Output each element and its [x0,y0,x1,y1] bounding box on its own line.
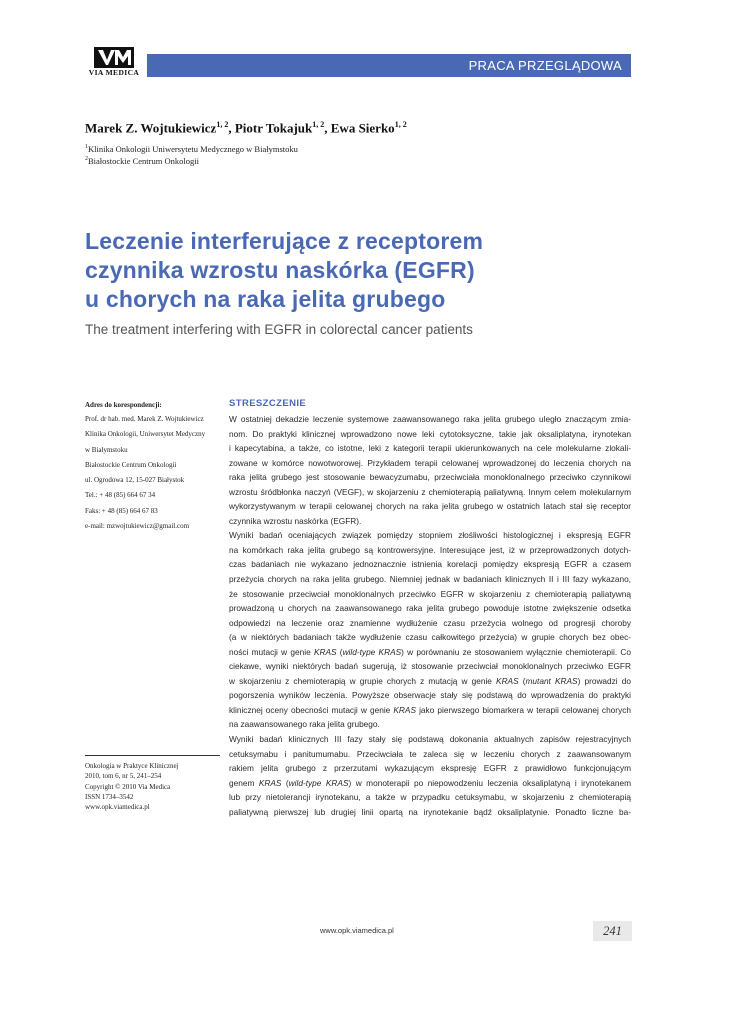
abstract-text: w skojarzeniu z chemioterapią w grupie chorych z mutacją w genie [229,675,497,686]
page-number: 241 [593,921,632,941]
article-title [85,227,645,314]
abstract-text: i kapecytabina, a także, co istotne, leki z kategorii terapii ukierunkowanych na cele molekularne zlokali- [229,443,631,454]
author-name: Ewa Sierko [330,120,395,136]
abstract-line [229,528,631,543]
abstract-text: paliatywną pierwszej lub drugiej linii opartą na irynotekanie bądź oksaliplatynie. Ponadto liczne ba- [229,806,631,817]
abstract-text: ( [518,675,526,686]
abstract-line [229,659,631,674]
journal-info-line: Onkologia w Praktyce Klinicznej [85,762,179,770]
abstract-line [229,485,631,500]
abstract-text: cetuksymabu i panitumumabu. Przeciwciała te zaleca się w leczeniu chorych z zaawansowanym [229,748,631,759]
abstract-text: przeżycia chorych na raka jelita grubego. Niemniej jednak w badaniach klinicznych II i III fazy wykazano, [229,574,631,585]
abstract-text: Wyniki badań klinicznych III fazy stały się podstawą dokonania aktualnych zapisów rejestracyjnych [229,734,631,745]
abstract-line [229,805,631,820]
abstract-body [229,412,631,819]
abstract-text: wykorzystywanym w terapii celowanej chorych na raka jelita grubego w ostatnich latach stał się receptor [229,501,631,512]
section-label: PRACA PRZEGLĄDOWA [468,58,622,73]
publisher-logo [84,47,144,77]
abstract-line [229,674,631,689]
affiliation-text: Białostockie Centrum Onkologii [88,156,199,167]
abstract-text: czas badaniach nie wykazano jednoznacznie istnienia korelacji pomiędzy ekspresją EGFR a czasem [229,559,631,570]
author-name: Marek Z. Wojtukiewicz [85,120,217,136]
abstract-line [229,499,631,514]
affiliation-number: 1 [85,144,88,150]
abstract-heading: STRESZCZENIE [229,398,307,409]
abstract-line [229,703,631,718]
author-affiliation-sup: 1, 2 [216,120,229,129]
abstract-text: W ostatniej dekadzie leczenie systemowe zaawansowanego raka jelita grubego uległo znaczącym zmia- [229,414,631,424]
abstract-italic-term: wild-type KRAS [288,777,349,788]
abstract-text: wzrostu śródbłonka naczyń (VEGF), w skojarzeniu z chemioterapią paliatywną. Innym celem molekularnym [229,486,631,497]
journal-info-line: ISSN 1734–3542 [85,792,134,801]
abstract-text: klinicznej oceny obecności mutacji w genie [229,704,394,715]
correspondence-email: e-mail: mzwojtukiewicz@gmail.com [85,522,190,531]
logo-text: VIA MEDICA [88,68,140,77]
section-header-bar [147,54,631,77]
abstract-line [229,776,631,791]
abstract-text: zowane w komórce nowotworowej. Przykładem terapii celowanej wprowadzonej do leczenia chorych na [229,457,631,468]
title-line: czynnika wzrostu naskórka (EGFR) [85,257,475,283]
abstract-line [229,557,631,572]
abstract-line [229,732,631,747]
affiliation-text: Klinika Onkologii Uniwersytetu Medycznego w Białymstoku [88,143,298,154]
abstract-text: ) prowadzi do [577,675,631,686]
abstract-text: jako pierwszego biomarkera w terapii celowanej chorych [415,704,631,715]
journal-info-line: 2010, tom 6, nr 5, 241–254 [85,772,162,781]
abstract-italic-term: KRAS [313,646,337,657]
journal-info-line: Copyright © 2010 Via Medica [85,782,171,791]
abstract-text: czynnika wzrostu naskórka (EGFR). [229,515,362,526]
correspondence-line: Białostockie Centrum Onkologii [85,460,177,469]
correspondence-line: Prof. dr hab. med. Marek Z. Wojtukiewicz [85,415,204,423]
abstract-text: genem [229,777,259,788]
abstract-line [229,587,631,602]
correspondence-line: w Białymstoku [85,445,128,454]
abstract-italic-term: KRAS [393,704,416,715]
abstract-text: na komórkach raka jelita grubego są kontrowersyjne. Interesujące jest, iż w przeprowadzonych dotych- [229,544,631,555]
abstract-line [229,688,631,703]
journal-info-url: www.opk.viamedica.pl [85,803,150,812]
author-separator: , [324,120,331,136]
via-medica-logo-icon [94,47,134,68]
abstract-line [229,717,631,732]
abstract-text: że stosowanie przeciwciał monoklonalnych przeciwko EGFR w skojarzeniu z chemioterapią paliatywną [229,588,631,599]
abstract-text: raka jelita grubego jest stosowanie bewacyzumabu, przeciwciała monoklonalnego przeciwko czynnikowi [229,472,631,483]
abstract-italic-term: KRAS [496,675,519,686]
correspondence-line: ul. Ogrodowa 12, 15-027 Białystok [85,476,185,485]
abstract-line [229,601,631,616]
author-separator: , [228,120,235,136]
abstract-text: odpowiedzi na leczenie oraz znamienne wydłużenie czasu przeżycia wolnego od progresji choroby [229,617,631,628]
article-subtitle: The treatment interfering with EGFR in colorectal cancer patients [85,322,473,337]
correspondence-heading: Adres do korespondencji: [85,401,162,409]
journal-info [85,755,220,812]
abstract-text: ) w porównaniu ze stosowaniem wyłącznie chemioterapii. Co [401,646,631,657]
footer-url: www.opk.viamedica.pl [320,926,394,935]
abstract-italic-term: wild-type KRAS [342,646,402,657]
title-line: Leczenie interferujące z receptorem [85,228,484,254]
abstract-line [229,514,631,529]
abstract-text: prowadzoną u chorych na zaawansowanego raka jelita grubego powoduje istotne zwiększenie odsetka [229,603,631,614]
abstract-italic-term: mutant KRAS [525,675,578,686]
abstract [229,398,631,819]
abstract-text: (a w niektórych badaniach także wydłużenie czasu całkowitego przeżycia) w grupie chorych bez obec- [229,632,631,643]
affiliation-item [85,154,298,166]
abstract-text: nom. Do praktyki klinicznej wprowadzono nowe leki cytotoksyczne, takie jak oksaliplatyna, irynotekan [229,428,631,439]
abstract-line [229,412,631,427]
abstract-line [229,441,631,456]
abstract-line [229,543,631,558]
correspondence-line: Klinika Onkologii, Uniwersytet Medyczny [85,430,206,439]
abstract-line [229,630,631,645]
abstract-line [229,790,631,805]
abstract-text: rakiem jelita grubego z przerzutami wykazującym ekspresję EGFR z prawidłowo funkcjonującym [229,763,631,774]
abstract-line [229,645,631,660]
author-affiliation-sup: 1, 2 [394,120,407,129]
correspondence-line: Tel.: + 48 (85) 664 67 34 [85,491,156,500]
abstract-text: pogorszenia wyników leczenia. Powyższe obserwacje stały się podstawą do wprowadzenia do praktyki [229,690,631,701]
abstract-text: lub przy nietolerancji irynotekanu, a także w przypadku cetuksymabu, w skojarzeniu z chemioterapią [229,792,631,803]
abstract-text: ( [336,646,343,657]
abstract-line [229,747,631,762]
correspondence-block [85,400,220,534]
title-line: u chorych na raka jelita grubego [85,286,446,312]
abstract-line [229,616,631,631]
abstract-line [229,761,631,776]
abstract-text: ciekawe, wyniki niektórych badań sugerują, iż stosowanie przeciwciał monoklonalnych przeciwko EGFR [229,661,631,672]
affiliation-item [85,142,298,154]
affiliations [85,142,298,167]
author-affiliation-sup: 1, 2 [312,120,325,129]
abstract-text: ) w monoterapii po niepowodzeniu leczenia oksaliplatyną i irynotekanem [348,777,631,788]
abstract-text: ności mutacji w genie [229,646,314,657]
affiliation-number: 2 [85,156,88,163]
author-list [85,120,407,136]
abstract-italic-term: KRAS [258,777,282,788]
abstract-line [229,572,631,587]
abstract-line [229,456,631,471]
abstract-line [229,427,631,442]
abstract-text: na zaawansowanego raka jelita grubego. [229,719,380,730]
abstract-text: ( [281,777,289,788]
author-name: Piotr Tokajuk [234,120,313,136]
correspondence-line: Faks: + 48 (85) 664 67 83 [85,506,158,515]
abstract-line [229,470,631,485]
abstract-text: Wyniki badań oceniających związek pomiędzy stopniem złośliwości histologicznej i ekspresją EGFR [229,530,631,541]
